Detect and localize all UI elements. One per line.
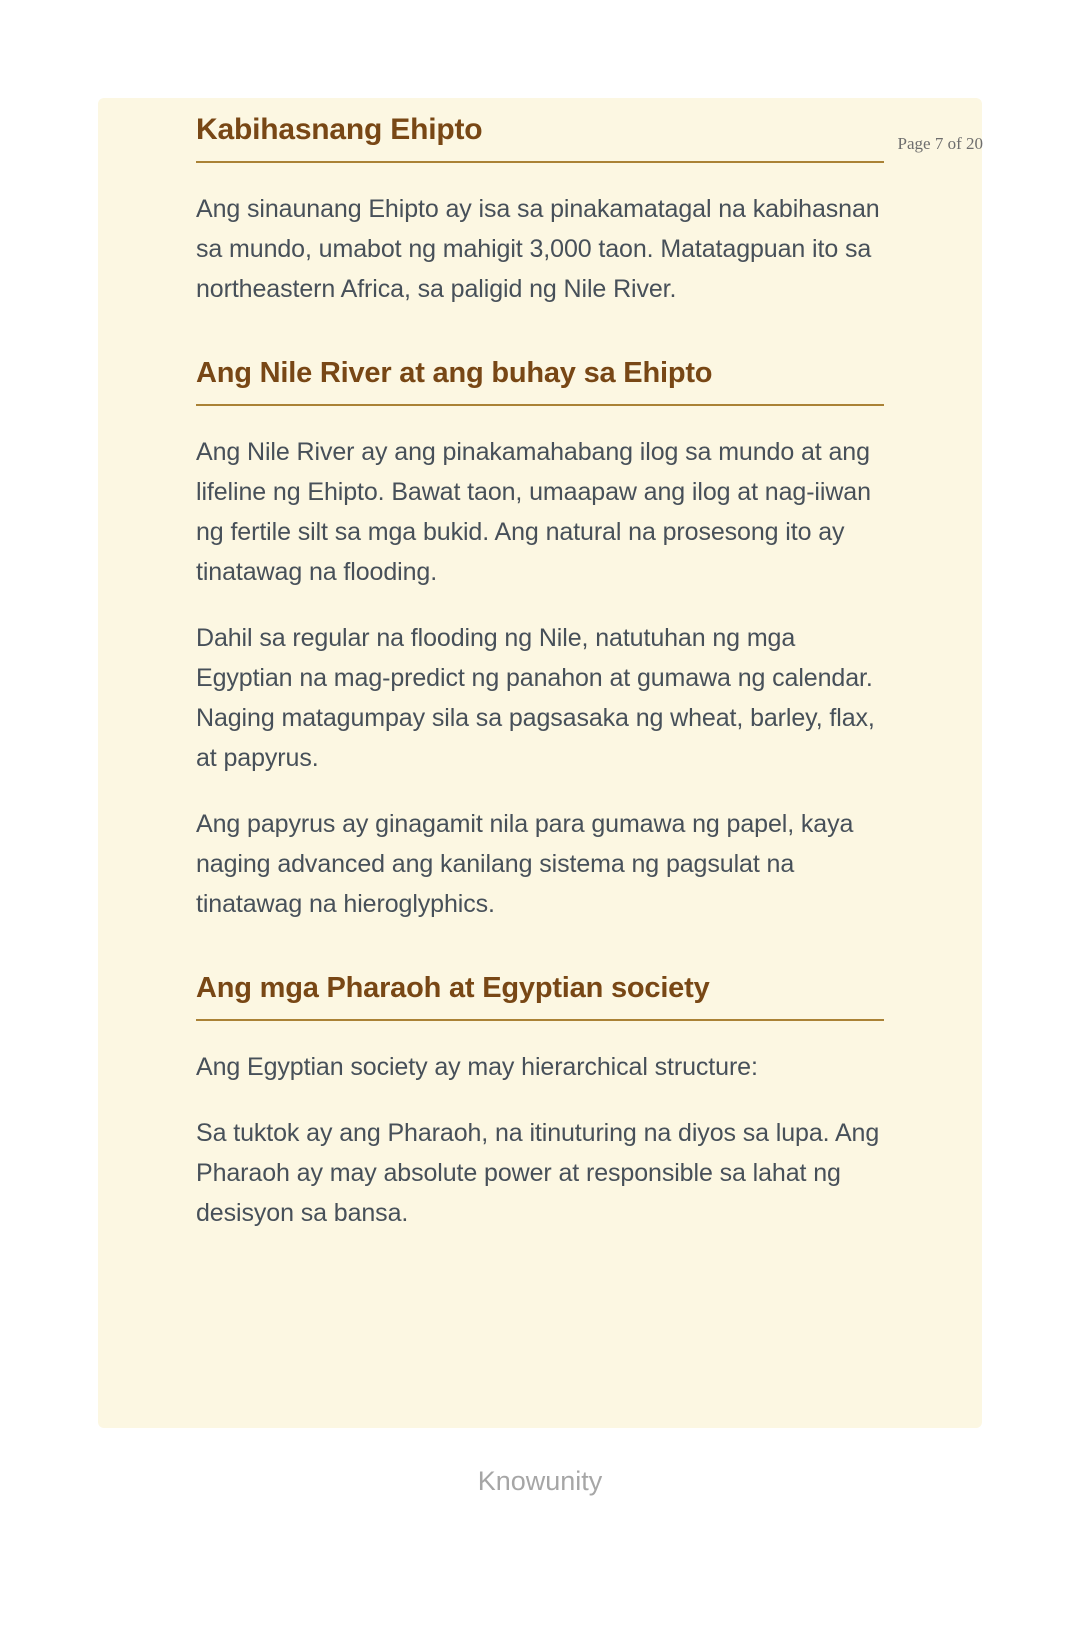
paragraph: Sa tuktok ay ang Pharaoh, na itinuturing na diyos sa lupa. Ang Pharaoh ay may absolute power at responsible sa lahat ng desisyon sa bansa. — [196, 1119, 880, 1227]
paragraph: Ang Egyptian society ay may hierarchical structure: — [196, 1053, 758, 1081]
section-heading: Kabihasnang Ehipto — [196, 112, 884, 163]
document-page — [0, 98, 1080, 1625]
paragraph: Ang sinaunang Ehipto ay isa sa pinakamatagal na kabihasnan sa mundo, umabot ng mahigit 3,000 taon. Matatagpuan ito sa northeastern Africa, sa paligid ng Nile River. — [196, 195, 880, 303]
knowunity-brand-footer: Knowunity — [477, 1466, 603, 1496]
section-heading: Ang mga Pharaoh at Egyptian society — [196, 970, 884, 1021]
paragraph: Ang papyrus ay ginagamit nila para gumawa ng papel, kaya naging advanced ang kanilang sistema ng pagsulat na tinatawag na hieroglyphics. — [196, 810, 854, 918]
document-section — [196, 112, 884, 309]
paragraph: Ang Nile River ay ang pinakamahabang ilog sa mundo at ang lifeline ng Ehipto. Bawat taon, umaapaw ang ilog at nag-iiwan ng fertile silt sa mga bukid. Ang natural na prosesong ito ay tinatawag na flooding. — [196, 438, 871, 586]
document-section — [196, 355, 884, 924]
document-section — [196, 970, 884, 1233]
page-number-indicator: Page 7 of 20 — [897, 134, 983, 153]
section-heading: Ang Nile River at ang buhay sa Ehipto — [196, 355, 884, 406]
notes-content-panel — [98, 98, 982, 1428]
paragraph: Dahil sa regular na flooding ng Nile, natutuhan ng mga Egyptian na mag-predict ng panahon at gumawa ng calendar. Naging matagumpay sila sa pagsasaka ng wheat, barley, flax, at papyrus. — [196, 624, 875, 772]
